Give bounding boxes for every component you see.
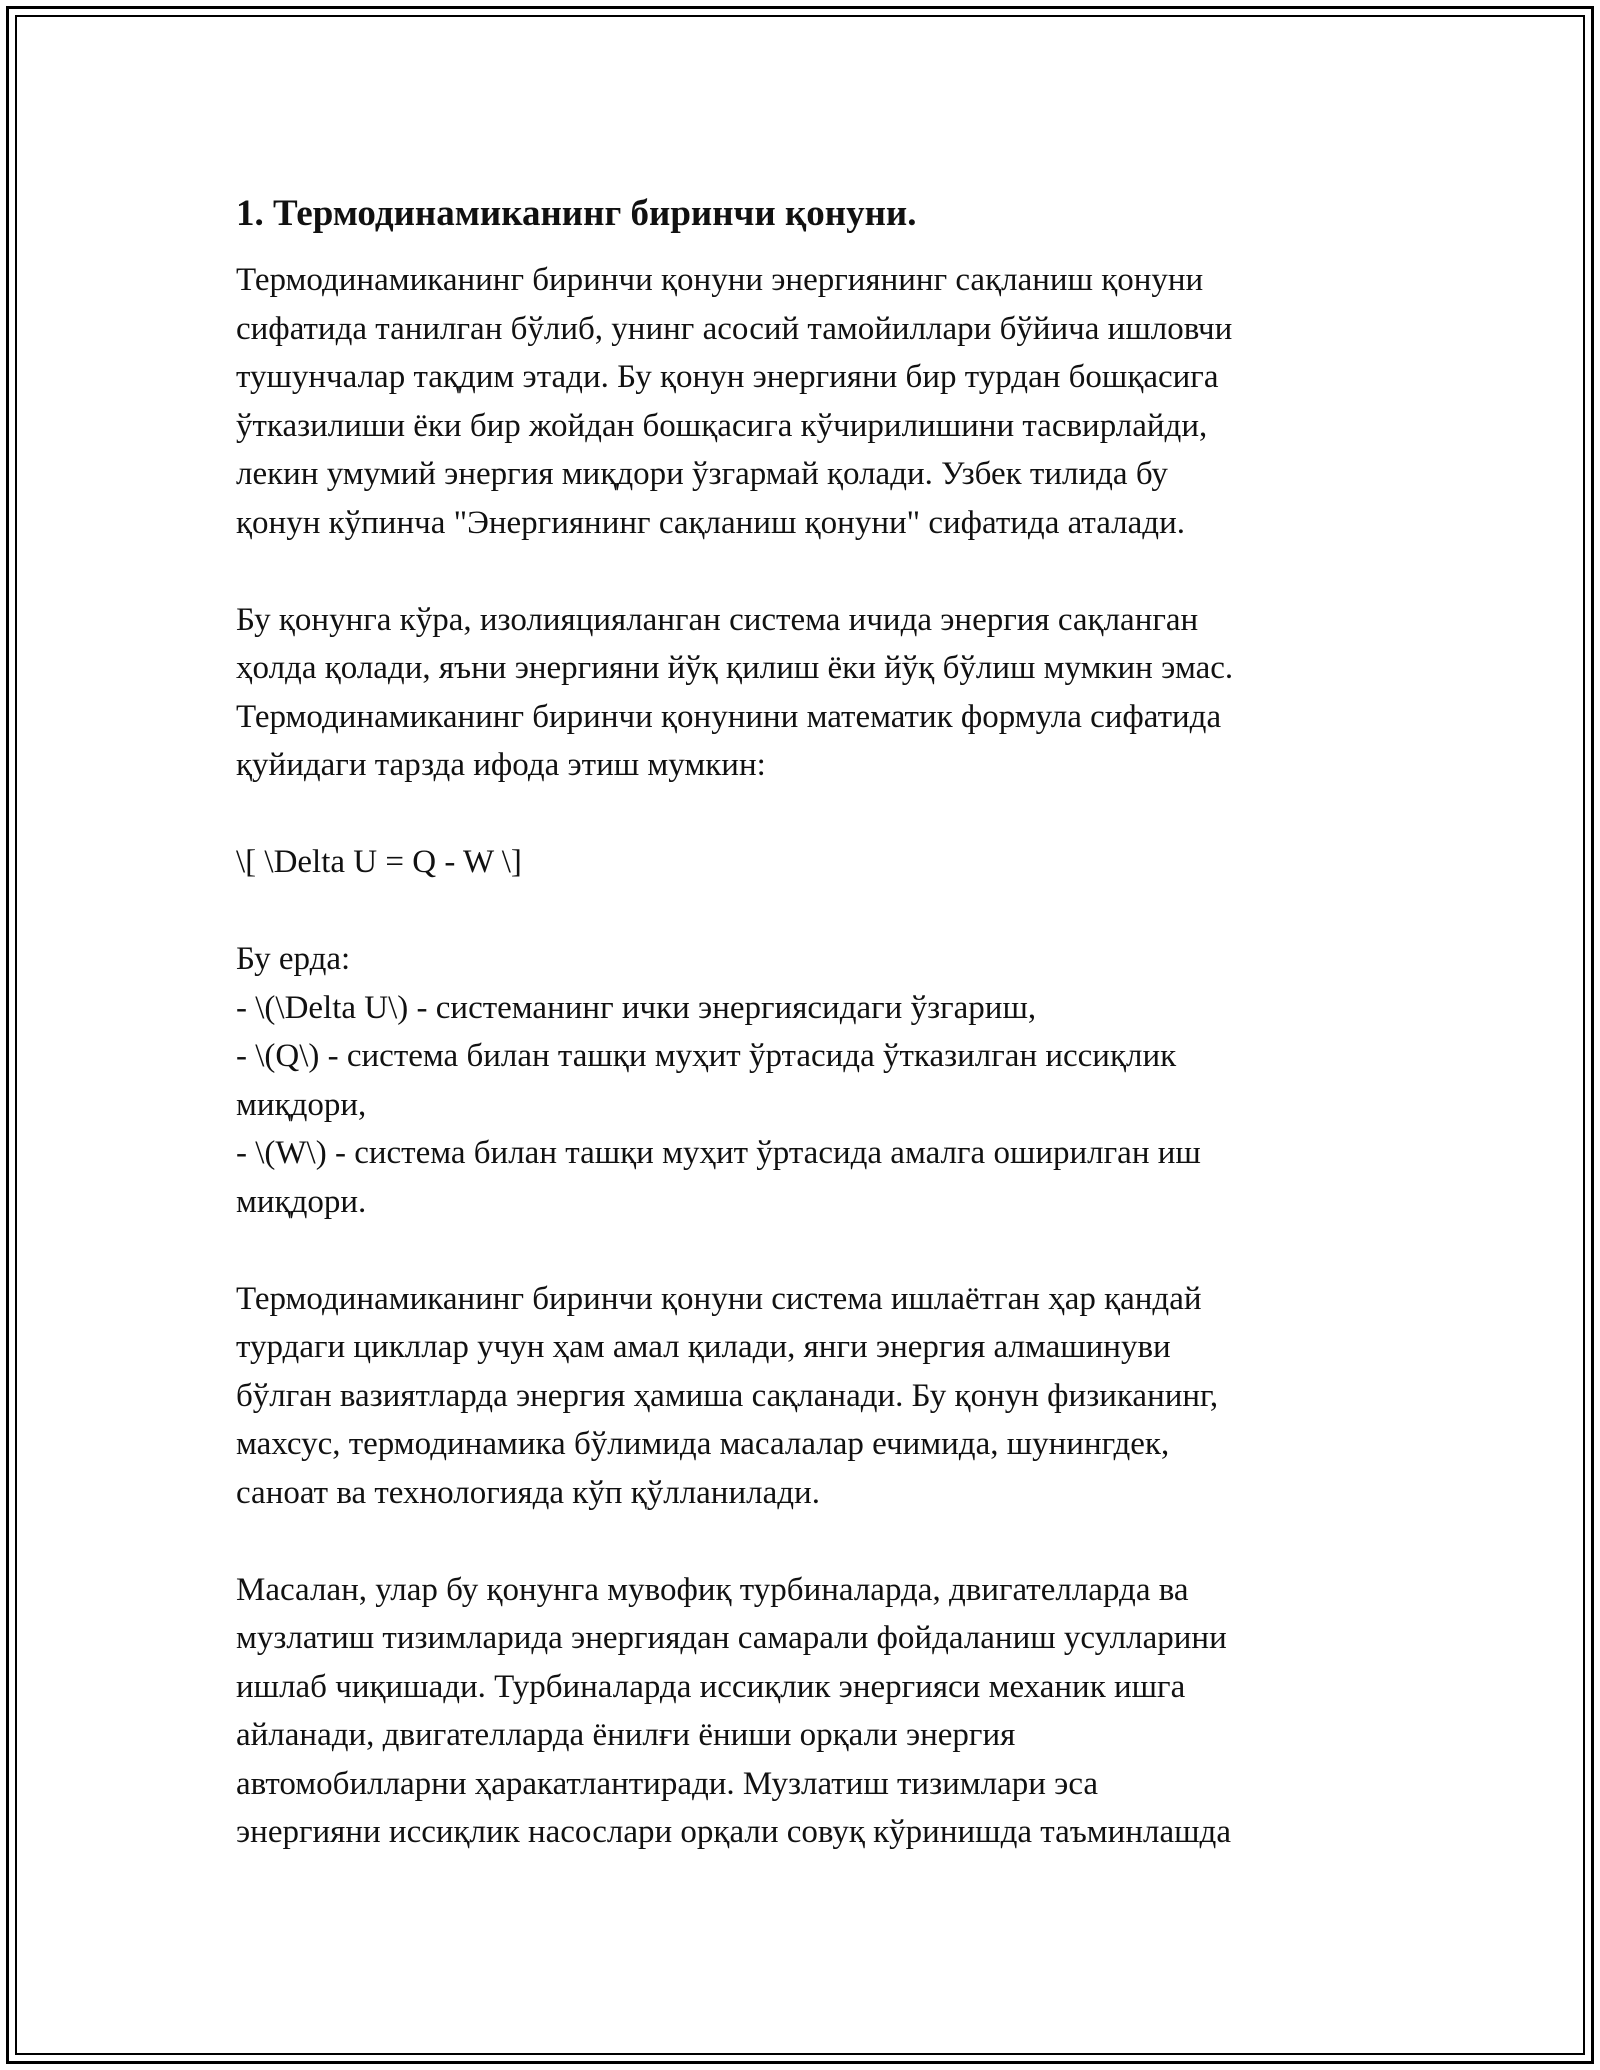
text-line: Термодинамиканинг биринчи қонуни система ишлаётган ҳар қандай bbox=[236, 1280, 1202, 1317]
text-line: тушунчалар тақдим этади. Бу қонун энергияни бир турдан бошқасига bbox=[236, 359, 1219, 395]
text-line: автомобилларни ҳаракатлантиради. Музлатиш тизимлари эса bbox=[236, 1765, 1099, 1802]
paragraph-gap bbox=[236, 1517, 1386, 1566]
text-line: бўлган вазиятларда энергия ҳамиша сақланади. Бу қонун физиканинг, bbox=[236, 1377, 1219, 1414]
formula: \[ \Delta U = Q - W \] bbox=[236, 844, 522, 880]
paragraph-gap bbox=[236, 887, 1386, 936]
paragraph-examples bbox=[236, 1566, 1386, 1857]
paragraph-conservation bbox=[236, 596, 1386, 790]
text-line: қуйидаги тарзда ифода этиш мумкин: bbox=[236, 747, 766, 783]
text-line: миқдори, bbox=[236, 1086, 367, 1123]
paragraph-definitions bbox=[236, 935, 1386, 1226]
text-line: саноат ва технологияда кўп қўлланилади. bbox=[236, 1474, 820, 1511]
text-line: ҳолда қолади, яъни энергияни йўқ қилиш ёки йўқ бўлиш мумкин эмас. bbox=[236, 650, 1234, 686]
text-line: энергияни иссиқлик насослари орқали совуқ кўринишда таъминлашда bbox=[236, 1814, 1231, 1850]
text-line: ишлаб чиқишади. Турбиналарда иссиқлик энергияси механик ишга bbox=[236, 1668, 1186, 1705]
text-line: сифатида танилган бўлиб, унинг асосий тамойиллари бўйича ишловчи bbox=[236, 310, 1233, 347]
text-line: ўтказилиши ёки бир жойдан бошқасига кўчирилишини тасвирлайди, bbox=[236, 407, 1208, 444]
paragraph-gap bbox=[236, 547, 1386, 596]
text-line: миқдори. bbox=[236, 1183, 367, 1220]
text-line: Бу қонунга кўра, изолияцияланган система ичида энергия сақланган bbox=[236, 601, 1199, 638]
paragraph-gap bbox=[236, 1226, 1386, 1275]
text-line: музлатиш тизимларида энергиядан самарали фойдаланиш усулларини bbox=[236, 1620, 1227, 1656]
text-line: Термодинамиканинг биринчи қонунини математик формула сифатида bbox=[236, 698, 1222, 735]
definition-item: - \(W\) - система билан ташқи муҳит ўртасида амалга оширилган иш bbox=[236, 1135, 1201, 1171]
text-line: турдаги цикллар учун ҳам амал қилади, янги энергия алмашинуви bbox=[236, 1329, 1171, 1365]
formula-block bbox=[236, 838, 1386, 887]
paragraph-intro bbox=[236, 256, 1386, 547]
paragraph-cycles bbox=[236, 1275, 1386, 1518]
text-line: Бу ерда: bbox=[236, 941, 351, 977]
definition-item: - \(Q\) - система билан ташқи муҳит ўртасида ўтказилган иссиқлик bbox=[236, 1038, 1177, 1074]
paragraph-gap bbox=[236, 790, 1386, 839]
text-line: Термодинамиканинг биринчи қонуни энергиянинг сақланиш қонуни bbox=[236, 262, 1204, 298]
text-line: қонун кўпинча "Энергиянинг сақланиш қонуни" сифатида аталади. bbox=[236, 504, 1185, 541]
text-line: айланади, двигателларда ёнилғи ёниши орқали энергия bbox=[236, 1717, 1016, 1753]
text-line: лекин умумий энергия миқдори ўзгармай қолади. Узбек тилида бу bbox=[236, 456, 1168, 492]
text-line: махсус, термодинамика бўлимида масалалар ечимида, шунингдек, bbox=[236, 1426, 1170, 1462]
section-heading: 1. Термодинамиканинг биринчи қонуни. bbox=[236, 193, 917, 234]
document-body bbox=[236, 186, 1386, 1857]
text-line: Масалан, улар бу қонунга мувофиқ турбиналарда, двигателларда ва bbox=[236, 1571, 1189, 1608]
definition-item: - \(\Delta U\) - системанинг ички энергиясидаги ўзгариш, bbox=[236, 989, 1037, 1026]
